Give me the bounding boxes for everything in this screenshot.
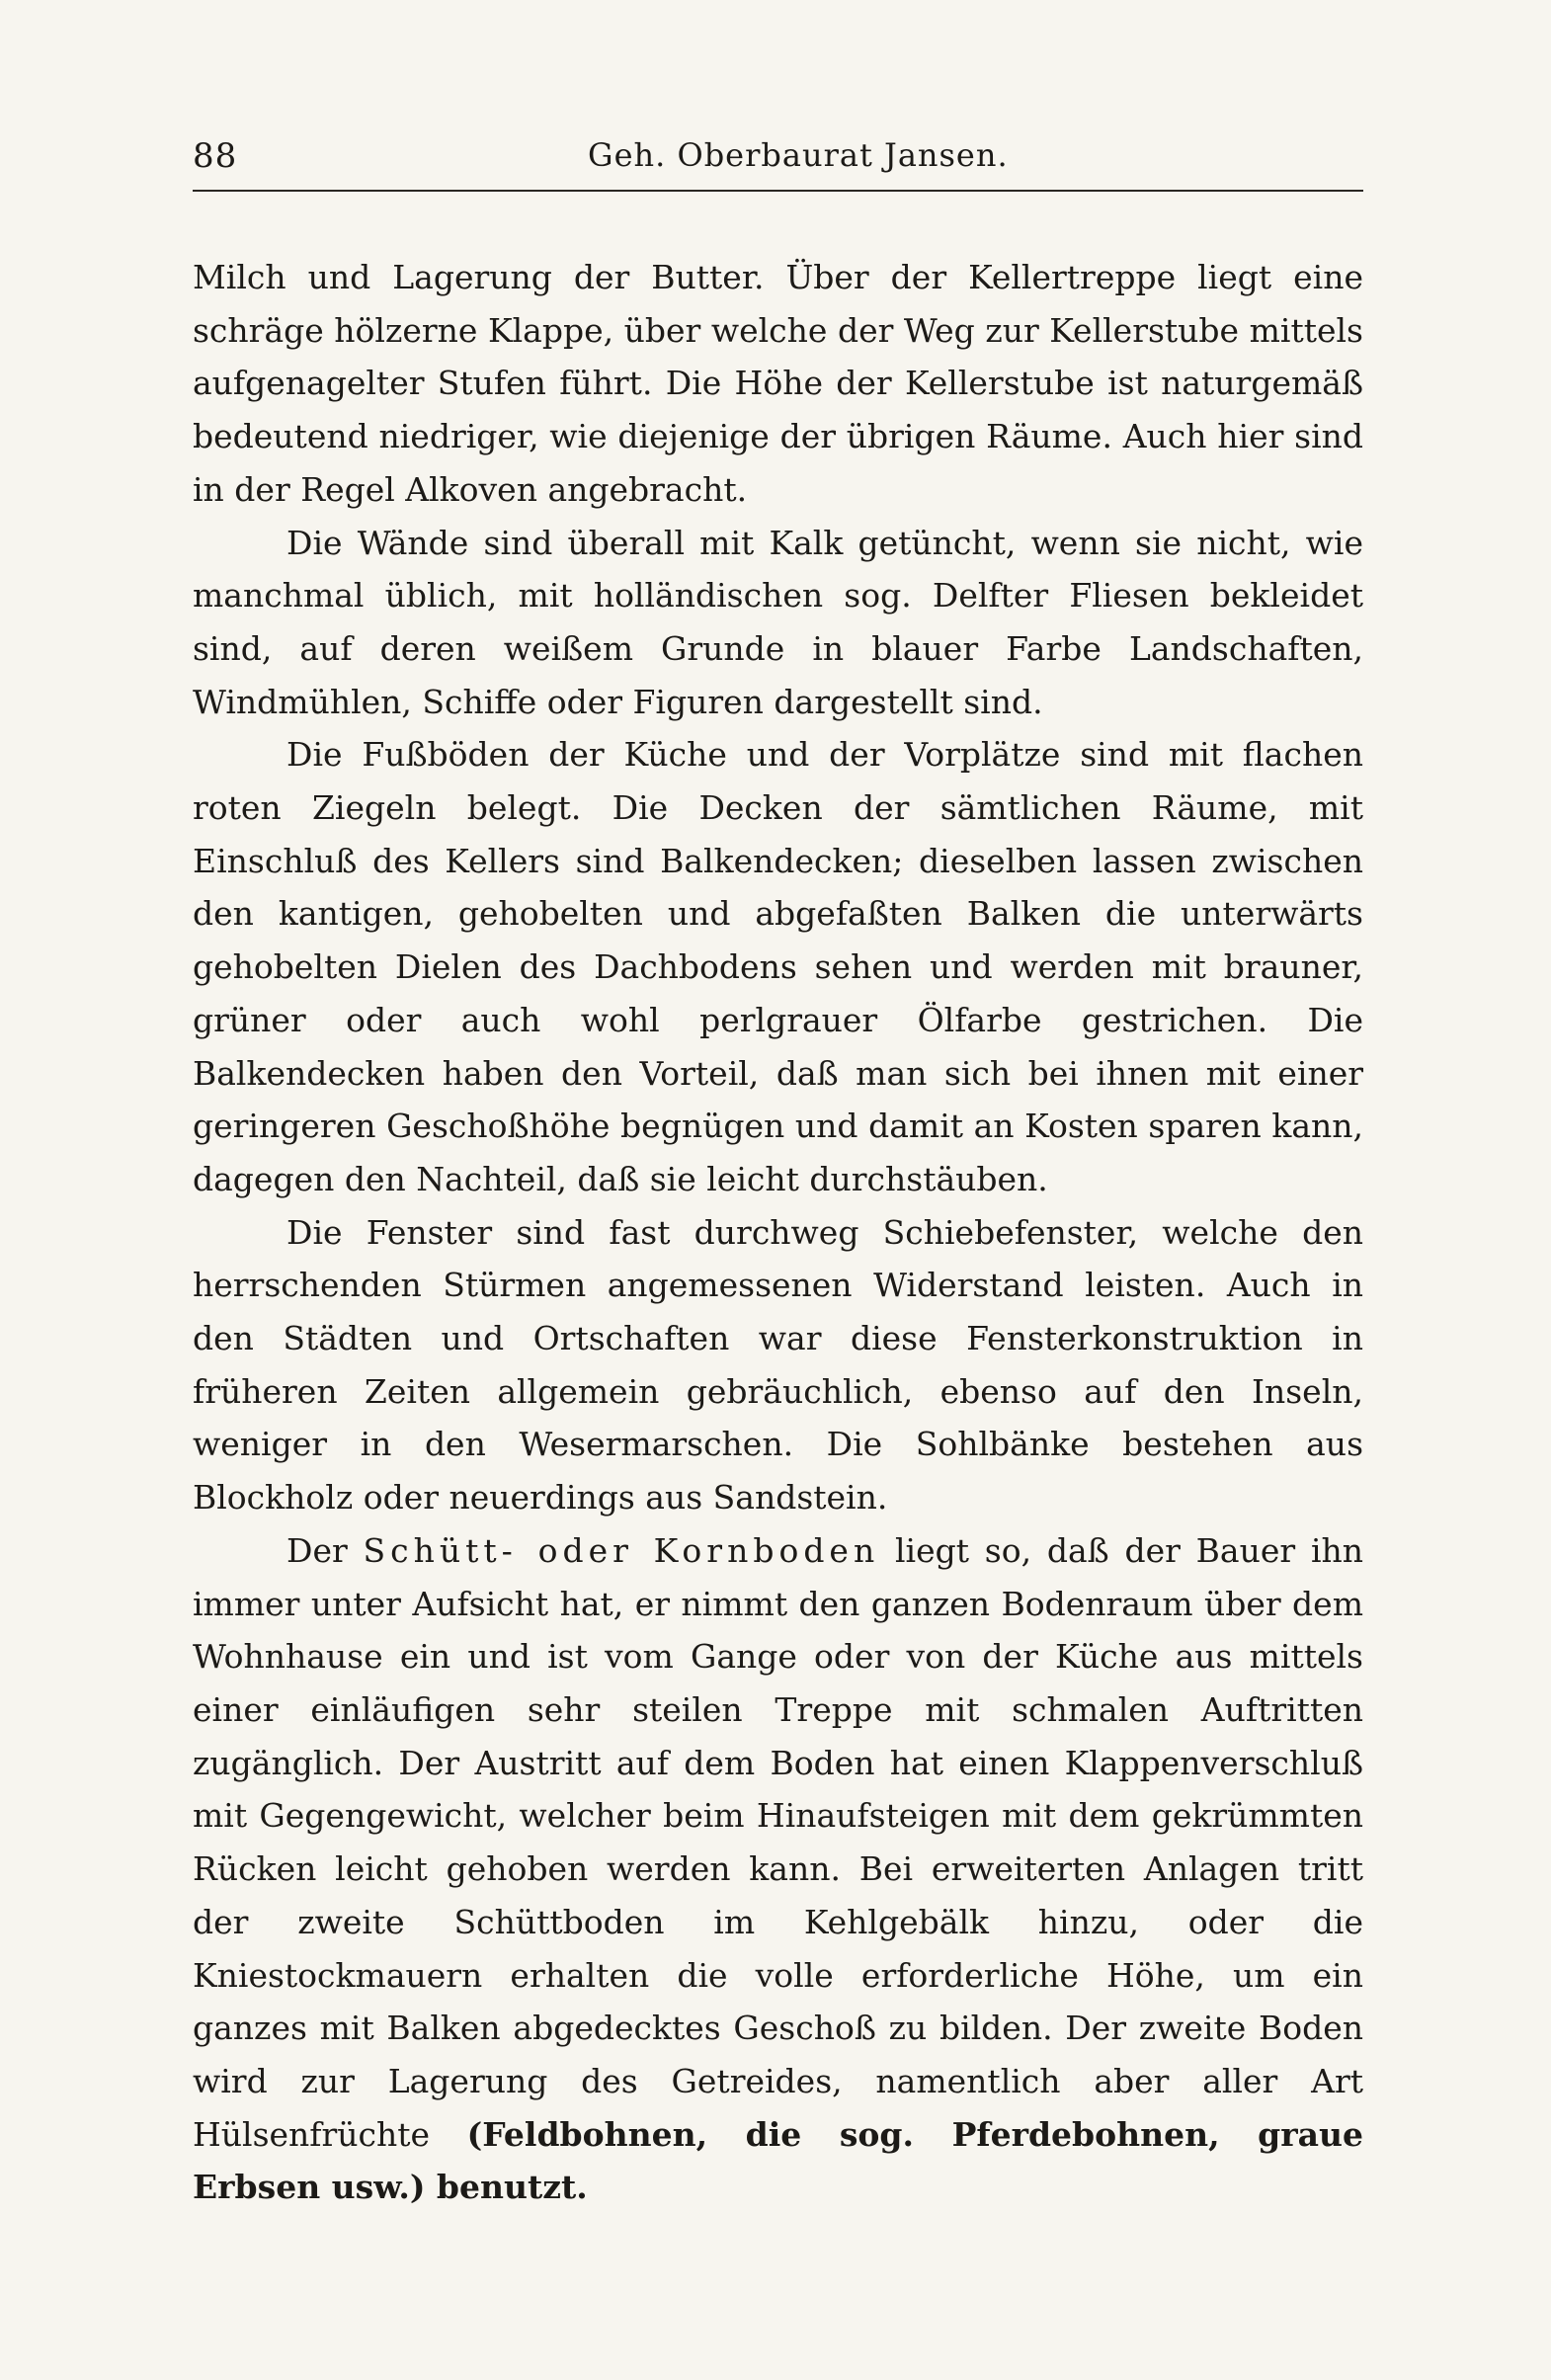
paragraph-1: Milch und Lagerung der Butter. Über der Kellertreppe liegt eine schräge hölzerne Klappe, über welche der Weg zur Kellerstube mittels aufgenagelter Stufen führt. Die Höhe der Kellerstube ist naturgemäß bedeutend niedriger, wie diejenige der übrigen Räume. Auch hier sind in der Regel Alkoven angebracht. [193, 258, 1363, 509]
paragraph-4: Die Fenster sind fast durchweg Schiebefenster, welche den herrschenden Stürmen angemessenen Widerstand leisten. Auch in den Städten und Ortschaften war diese Fensterkonstruktion in früheren Zeiten allgemein gebräuchlich, ebenso auf den Inseln, weniger in den Wesermarschen. Die Sohlbänke bestehen aus Blockholz oder neuerdings aus Sandstein. [193, 1212, 1363, 1518]
paragraph-5 [193, 1524, 1363, 2214]
page-header [193, 128, 1363, 194]
page-number: 88 [193, 136, 238, 176]
running-head: Geh. Oberbaurat Jansen. [588, 136, 1009, 174]
header-rule [193, 190, 1363, 192]
book-page [193, 128, 1363, 2214]
body-text [193, 251, 1363, 2214]
paragraph-3: Die Fußböden der Küche und der Vorplätze sind mit flachen roten Ziegeln belegt. Die Decken der sämtlichen Räume, mit Einschluß des Kellers sind Balkendecken; dieselben lassen zwischen den kantigen, gehobelten und abgefaßten Balken die unterwärts gehobelten Dielen des Dachbodens sehen und werden mit brauner, grüner oder auch wohl perlgrauer Ölfarbe gestrichen. Die Balkendecken haben den Vorteil, daß man sich bei ihnen mit einer geringeren Geschoßhöhe begnügen und damit an Kosten sparen kann, dagegen den Nachteil, daß sie leicht durchstäuben. [193, 735, 1363, 1198]
paragraph-5-lead: Der [286, 1530, 364, 1570]
paragraph-5-main: liegt so, daß der Bauer ihn immer unter Aufsicht hat, er nimmt den ganzen Bodenraum über dem Wohnhause ein und ist vom Gange oder von der Küche aus mittels einer einläufigen sehr steilen Treppe mit schmalen Auftritten zugänglich. Der Austritt auf dem Boden hat einen Klappenverschluß mit Gegengewicht, welcher beim Hinaufsteigen mit dem gekrümmten Rücken leicht gehoben werden kann. Bei erweiterten Anlagen tritt der zweite Schüttboden im Kehlgebälk hinzu, oder die Kniestockmauern erhalten die volle erforderliche Höhe, um ein ganzes mit Balken abgedecktes Geschoß zu bilden. Der zweite Boden wird zur Lagerung des Getreides, namentlich aber aller Art Hülsenfrüchte [193, 1530, 1364, 2154]
paragraph-5-tail: (Feldbohnen, die sog. Pferdebohnen, graue Erbsen usw.) benutzt. [193, 2114, 1364, 2207]
spaced-term-kornboden: Schütt- oder Kornboden [363, 1530, 880, 1570]
paragraph-2: Die Wände sind überall mit Kalk getüncht, wenn sie nicht, wie manchmal üblich, mit holländischen sog. Delfter Fliesen bekleidet sind, auf deren weißem Grunde in blauer Farbe Landschaften, Windmühlen, Schiffe oder Figuren dargestellt sind. [193, 523, 1363, 721]
